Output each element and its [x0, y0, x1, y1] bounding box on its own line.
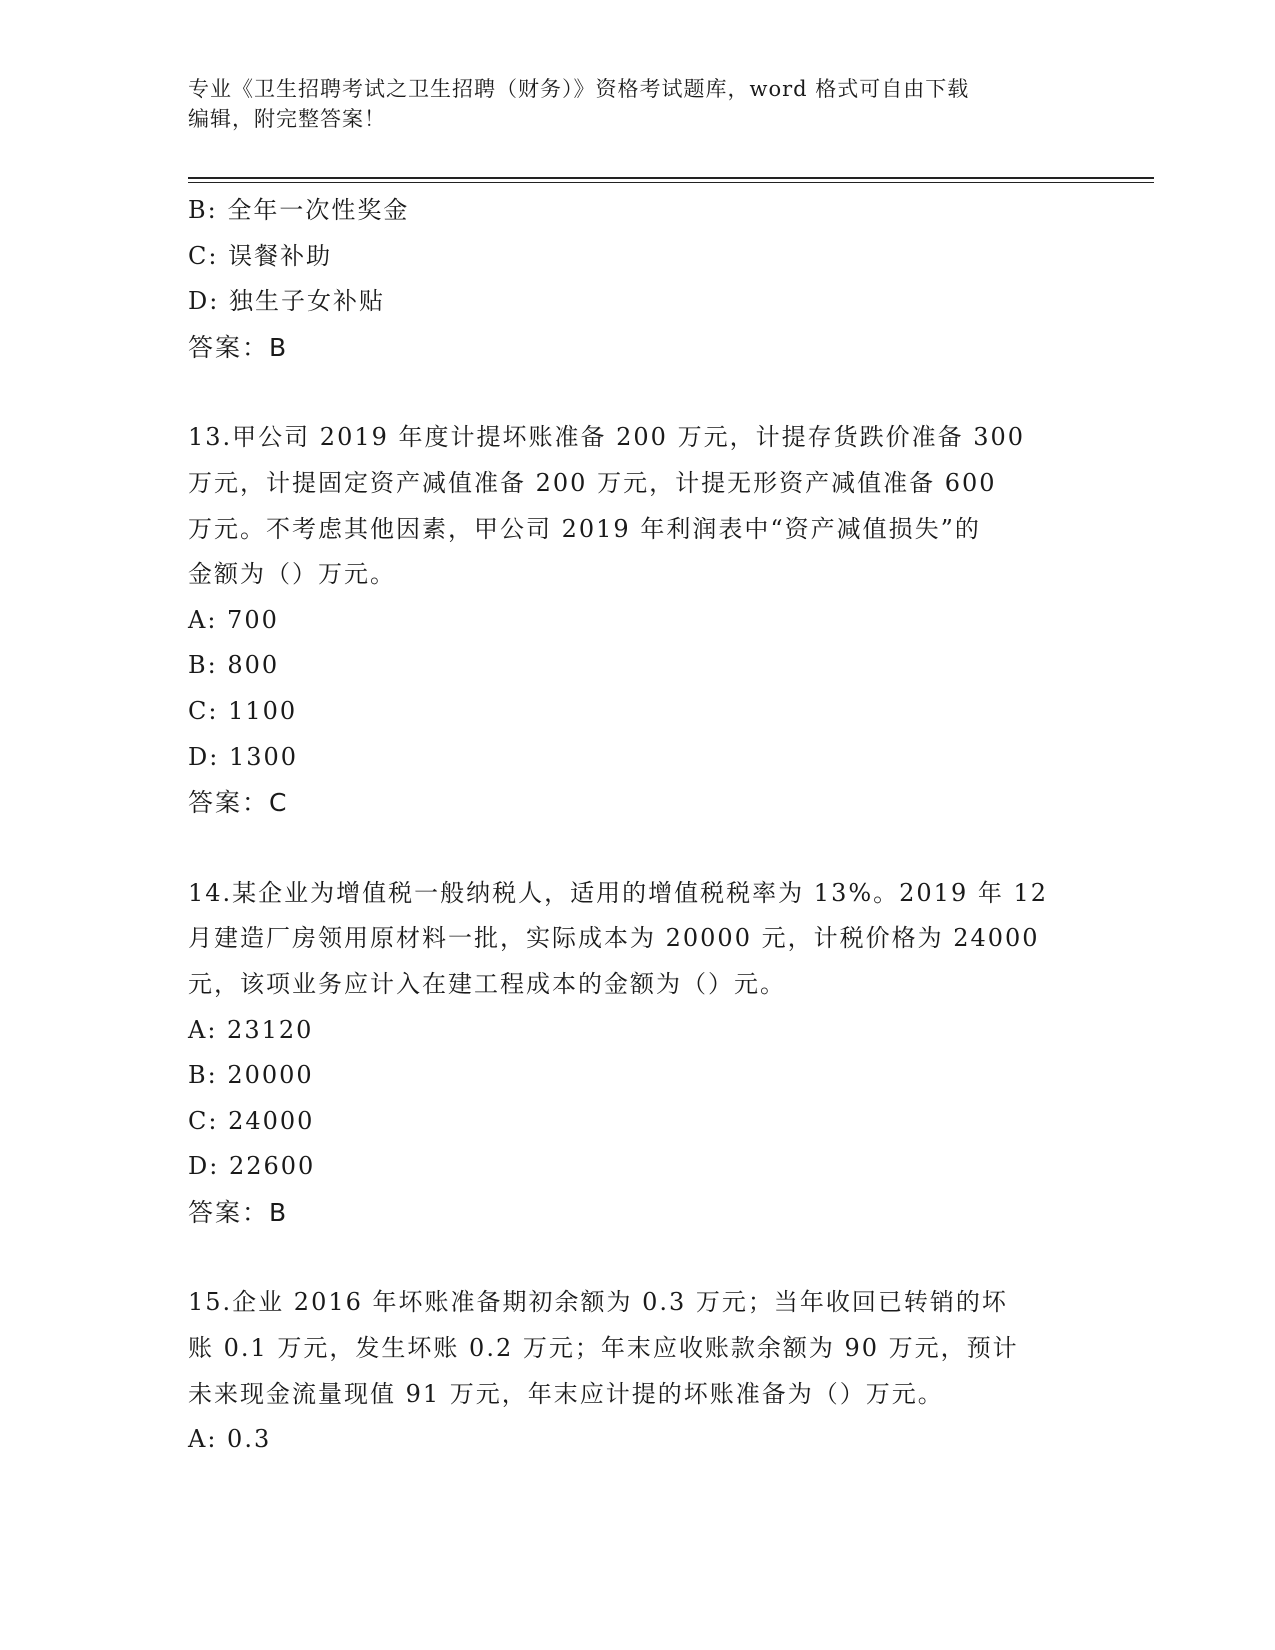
question-gap: [188, 826, 1088, 871]
question-13: [188, 415, 1088, 825]
question-text-line: 万元。不考虑其他因素，甲公司 2019 年利润表中“资产减值损失”的: [188, 514, 981, 543]
option-b: B: 800: [188, 651, 280, 680]
answer-line: 答案：B: [188, 332, 289, 362]
option-c: C: 24000: [188, 1106, 315, 1135]
option-d: D: 22600: [188, 1152, 316, 1181]
option-a: A: 23120: [188, 1015, 314, 1044]
question-text-line: 13.甲公司 2019 年度计提坏账准备 200 万元，计提存货跌价准备 300: [188, 423, 1026, 452]
question-text-line: 元，该项业务应计入在建工程成本的金额为（）元。: [188, 969, 786, 998]
question-gap: [188, 1235, 1088, 1280]
header-rule-thin: [188, 182, 1154, 183]
header-rule-thick: [188, 177, 1154, 179]
option-b: B: 20000: [188, 1061, 314, 1090]
option-c: C: 误餐补助: [188, 241, 333, 270]
question-text-line: 月建造厂房领用原材料一批，实际成本为 20000 元，计税价格为 24000: [188, 924, 1040, 953]
question-12-tail: [188, 188, 1088, 370]
answer-line: 答案：B: [188, 1197, 289, 1227]
header-line-1: 专业《卫生招聘考试之卫生招聘（财务）》资格考试题库，word 格式可自由下载: [188, 77, 970, 101]
answer-line: 答案：C: [188, 788, 289, 818]
option-d: D: 1300: [188, 742, 299, 771]
question-15: [188, 1280, 1088, 1462]
question-text-line: 未来现金流量现值 91 万元，年末应计提的坏账准备为（）万元。: [188, 1379, 944, 1408]
option-b: B: 全年一次性奖金: [188, 196, 410, 224]
question-gap: [188, 370, 1088, 415]
question-text-line: 万元，计提固定资产减值准备 200 万元，计提无形资产减值准备 600: [188, 468, 997, 497]
question-text-line: 15.企业 2016 年坏账准备期初余额为 0.3 万元；当年收回已转销的坏: [188, 1288, 1008, 1317]
header-line-2: 编辑，附完整答案！: [188, 107, 386, 131]
question-text-line: 账 0.1 万元，发生坏账 0.2 万元；年末应收账款余额为 90 万元，预计: [188, 1334, 1019, 1363]
question-14: [188, 871, 1088, 1236]
option-a: A: 0.3: [188, 1425, 272, 1454]
document-header: [188, 74, 1088, 134]
option-a: A: 700: [188, 605, 279, 634]
option-c: C: 1100: [188, 696, 298, 725]
document-body: [188, 188, 1088, 1463]
question-text-line: 14.某企业为增值税一般纳税人，适用的增值税税率为 13%。2019 年 12: [188, 878, 1049, 907]
question-text-line: 金额为（）万元。: [188, 560, 396, 589]
option-d: D: 独生子女补贴: [188, 287, 385, 316]
